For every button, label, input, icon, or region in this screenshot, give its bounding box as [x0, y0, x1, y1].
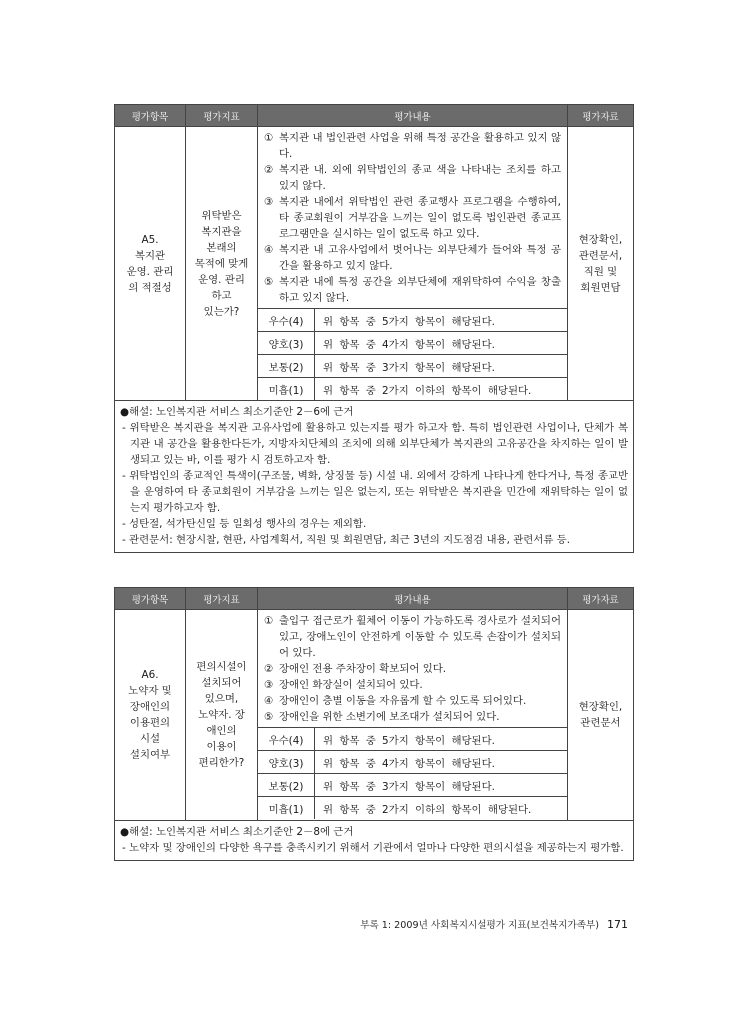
area-line: 운영. 관리 [126, 265, 174, 278]
criteria-number: ② [264, 164, 274, 176]
criteria-item [264, 677, 561, 693]
criteria-item [264, 194, 561, 242]
criteria-text: 장애인을 위한 소변기에 보조대가 설치되어 있다. [279, 711, 500, 723]
criteria-item [264, 242, 561, 274]
indicator-line: 편리한가? [198, 757, 245, 769]
criteria-item [264, 130, 561, 162]
indicator-cell [186, 610, 258, 821]
indicator-line: 하고 [211, 289, 232, 302]
indicator-line: 애인의 [206, 725, 237, 737]
grade-row [258, 331, 567, 354]
area-line: 시설 [139, 733, 161, 745]
criteria-number: ③ [264, 196, 274, 208]
header-indicator: 평가지표 [186, 588, 258, 610]
evaluation-table-a5 [114, 104, 634, 553]
area-line: 이용편의 [129, 717, 171, 729]
grade-label: 양호(3) [258, 332, 315, 354]
grade-text: 위 항목 중 3가지 항목이 해당된다. [323, 361, 495, 374]
grade-label: 미흡(1) [258, 797, 315, 819]
footer-text: 부록 1: 2009년 사회복지시설평가 지표(보건복지가족부) [360, 920, 599, 931]
source-line: 현장확인, [578, 233, 623, 246]
source-line: 관련문서 [580, 717, 621, 729]
indicator-line: 설치되어 [201, 677, 242, 689]
criteria-number: ⑤ [264, 711, 274, 723]
indicator-line: 편의시설이 [196, 661, 247, 673]
area-line: 노약자 및 [128, 685, 172, 697]
criteria-text: 복지관 내에 특정 공간을 외부단체에 재위탁하여 수익을 창출하고 있지 않다. [279, 276, 561, 304]
area-line: 설치여부 [129, 749, 171, 761]
criteria-item [264, 709, 561, 725]
header-content: 평가내용 [258, 588, 568, 610]
source-line: 직원 및 [583, 265, 618, 278]
source-line: 현장확인, [578, 701, 623, 713]
header-source: 평가자료 [568, 105, 634, 127]
grade-label: 우수(4) [258, 309, 315, 331]
grade-text: 위 항목 중 2가지 이하의 항목이 해당된다. [323, 803, 532, 816]
criteria-text: 복지관 내 고유사업에서 벗어나는 외부단체가 들어와 특정 공간을 활용하고 있지 않다. [279, 244, 561, 272]
criteria-text: 출입구 접근로가 휠체어 이동이 가능하도록 경사로가 설치되어 있고, 장애노인이 안전하게 이동할 수 있도록 손잡이가 설치되어 있다. [279, 615, 561, 659]
area-cell [115, 127, 186, 401]
note-heading: ●해설: 노인복지관 서비스 최소기준안 2－6에 근거 [120, 406, 354, 418]
grade-text: 위 항목 중 4가지 항목이 해당된다. [323, 338, 495, 351]
area-line: 의 적절성 [128, 281, 172, 294]
area-line: 복지관 [134, 249, 166, 262]
area-line: 장애인의 [129, 701, 171, 713]
header-source: 평가자료 [568, 588, 634, 610]
criteria-number: ④ [264, 244, 274, 256]
grade-label: 우수(4) [258, 728, 315, 750]
note-heading: ●해설: 노인복지관 서비스 최소기준안 2－8에 근거 [120, 826, 354, 838]
page-number: 171 [607, 918, 628, 931]
indicator-line: 있으며, [204, 693, 239, 705]
criteria-number: ④ [264, 695, 274, 707]
grade-label: 양호(3) [258, 751, 315, 773]
grade-row [258, 796, 567, 819]
grade-text: 위 항목 중 3가지 항목이 해당된다. [323, 780, 495, 793]
grade-text: 위 항목 중 5가지 항목이 해당된다. [323, 734, 495, 747]
criteria-list [258, 127, 567, 308]
criteria-number: ⑤ [264, 276, 274, 288]
criteria-number: ③ [264, 679, 274, 691]
source-line: 회원면담 [580, 281, 621, 294]
indicator-line: 본래의 [206, 241, 237, 254]
source-line: 관련문서, [578, 249, 623, 262]
grade-text: 위 항목 중 2가지 이하의 항목이 해당된다. [323, 384, 532, 397]
grade-label: 미흡(1) [258, 378, 315, 400]
criteria-item [264, 274, 561, 306]
indicator-line: 위탁받은 [201, 209, 242, 222]
criteria-number: ① [264, 132, 274, 144]
indicator-cell [186, 127, 258, 401]
grade-row [258, 773, 567, 796]
note-item: - 위탁법인의 종교적인 특색이(구조물, 벽화, 상징물 등) 시설 내. 외에서 강하게 나타나게 한다거나, 특정 종교반을 운영하여 타 종교회원이 거부감을 느끼는 일은 없는지, 또는 위탁받은 복지관을 민간에 재위탁하는 일이 없는지 평가하고자 함. [122, 470, 628, 514]
criteria-cell [258, 610, 568, 821]
grade-label: 보통(2) [258, 355, 315, 377]
notes-cell [115, 401, 634, 553]
criteria-item [264, 661, 561, 677]
indicator-line: 있는가? [203, 305, 240, 318]
criteria-text: 복지관 내에서 위탁법인 관련 종교행사 프로그램을 수행하여, 타 종교회원이 거부감을 느끼는 일이 없도록 법인관련 종교프로그램만을 실시하는 일이 없도록 하고 있다. [279, 196, 561, 240]
note-item: - 성탄절, 석가탄신일 등 일회성 행사의 경우는 제외함. [122, 518, 367, 530]
indicator-line: 노약자. 장 [198, 709, 245, 721]
indicator-line: 이용이 [206, 741, 237, 753]
header-area: 평가항목 [115, 105, 186, 127]
indicator-line: 복지관을 [201, 225, 242, 238]
indicator-line: 운영. 관리 [198, 273, 245, 286]
notes-cell [115, 821, 634, 861]
grade-row [258, 727, 567, 750]
indicator-line: 목적에 맞게 [194, 257, 249, 270]
source-cell [568, 127, 634, 401]
area-cell [115, 610, 186, 821]
criteria-item [264, 162, 561, 194]
note-item: - 위탁받은 복지관을 복지관 고유사업에 활용하고 있는지를 평가 하고자 함. 특히 법인관련 사업이나, 단체가 복지관 내 공간을 활용한다든가, 지방자치단체의 조치에 의해 외부단체가 복지관의 고유공간을 차지하는 일이 발생되고 있는 바, 이를 평가 시 검토하고자 함. [122, 422, 628, 466]
criteria-text: 장애인 화장실이 설치되어 있다. [279, 679, 423, 691]
grade-row [258, 354, 567, 377]
grade-text: 위 항목 중 5가지 항목이 해당된다. [323, 315, 495, 328]
criteria-text: 복지관 내 법인관련 사업을 위해 특정 공간을 활용하고 있지 않다. [279, 132, 561, 160]
area-line: A6. [141, 669, 159, 681]
criteria-text: 장애인이 층별 이동을 자유롭게 할 수 있도록 되어있다. [279, 695, 527, 707]
criteria-number: ① [264, 615, 274, 627]
evaluation-table-a6 [114, 587, 634, 861]
page-footer [360, 917, 628, 931]
grade-label: 보통(2) [258, 774, 315, 796]
header-area: 평가항목 [115, 588, 186, 610]
header-content: 평가내용 [258, 105, 568, 127]
note-item: - 노약자 및 장애인의 다양한 욕구를 충족시키기 위해서 기관에서 얼마나 다양한 편의시설을 제공하는지 평가함. [122, 842, 624, 854]
criteria-list [258, 610, 567, 727]
source-cell [568, 610, 634, 821]
criteria-number: ② [264, 663, 274, 675]
grade-row [258, 308, 567, 331]
criteria-text: 복지관 내. 외에 위탁법인의 종교 색을 나타내는 조치를 하고 있지 않다. [279, 164, 561, 192]
area-line: A5. [141, 233, 159, 246]
header-indicator: 평가지표 [186, 105, 258, 127]
grade-row [258, 750, 567, 773]
grade-row [258, 377, 567, 400]
criteria-text: 장애인 전용 주차장이 확보되어 있다. [279, 663, 447, 675]
criteria-item [264, 613, 561, 661]
note-item: - 관련문서: 현장시찰, 현판, 사업계획서, 직원 및 회원면담, 최근 3년의 지도점검 내용, 관련서류 등. [122, 534, 570, 546]
criteria-cell [258, 127, 568, 401]
grade-text: 위 항목 중 4가지 항목이 해당된다. [323, 757, 495, 770]
criteria-item [264, 693, 561, 709]
